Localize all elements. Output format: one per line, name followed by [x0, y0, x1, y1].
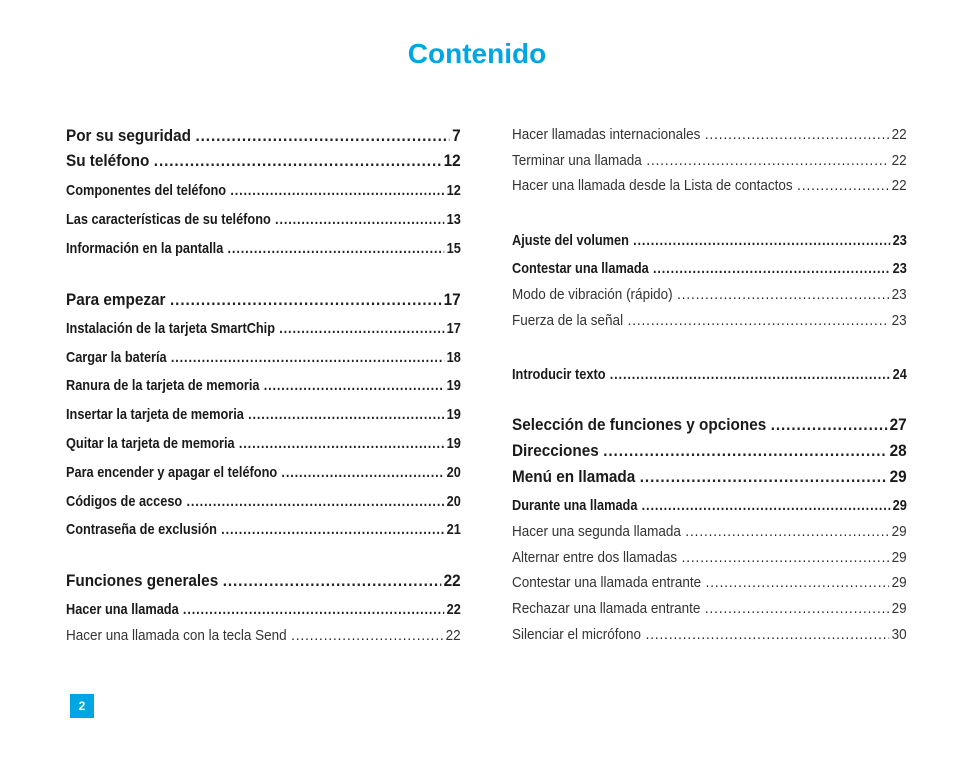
toc-leader-dots: [705, 126, 889, 143]
toc-entry-label: Las características de su teléfono: [66, 211, 271, 228]
toc-entry[interactable]: [66, 571, 461, 591]
toc-entry-label: Selección de funciones y opciones: [512, 415, 767, 434]
toc-entry-page: 22: [443, 571, 461, 590]
toc-entry-page: 17: [443, 290, 461, 309]
toc-entry-page: 18: [446, 349, 461, 366]
toc-leader-dots: [281, 464, 444, 481]
toc-entry-label: Para encender y apagar el teléfono: [66, 464, 278, 481]
toc-entry[interactable]: [512, 574, 907, 591]
toc-entry[interactable]: [66, 493, 461, 510]
toc-entry-page: 13: [446, 211, 461, 228]
toc-leader-dots: [223, 571, 441, 591]
toc-entry[interactable]: [512, 312, 907, 329]
toc-leader-dots: [603, 441, 887, 461]
toc-leader-dots: [646, 152, 889, 169]
toc-entry[interactable]: [512, 523, 907, 540]
toc-entry[interactable]: [66, 406, 461, 423]
toc-entry-label: Contraseña de exclusión: [66, 521, 217, 538]
toc-entry-label: Fuerza de la señal: [512, 312, 624, 329]
toc-entry[interactable]: [512, 497, 907, 514]
toc-entry-label: Ranura de la tarjeta de memoria: [66, 377, 260, 394]
toc-leader-dots: [186, 493, 444, 510]
toc-entry-page: 30: [891, 626, 907, 643]
toc-entry[interactable]: [512, 600, 907, 617]
toc-leader-dots: [183, 601, 444, 618]
toc-entry-label: Alternar entre dos llamadas: [512, 549, 678, 566]
toc-entry-label: Direcciones: [512, 441, 599, 460]
toc-leader-dots: [248, 406, 444, 423]
toc-leader-dots: [685, 523, 889, 540]
toc-entry[interactable]: [66, 627, 461, 644]
toc-entry-page: 29: [891, 574, 907, 591]
toc-entry-page: 22: [891, 177, 907, 194]
toc-entry[interactable]: [512, 177, 907, 194]
toc-entry-page: 27: [889, 415, 907, 434]
toc-entry-page: 19: [446, 377, 461, 394]
toc-entry-page: 7: [452, 126, 461, 145]
toc-entry-page: 20: [446, 464, 461, 481]
page-title: Contenido: [407, 38, 547, 69]
toc-leader-dots: [230, 182, 444, 199]
toc-entry-label: Cargar la batería: [66, 349, 167, 366]
toc-entry[interactable]: [512, 626, 907, 643]
toc-entry-page: 29: [892, 497, 907, 514]
toc-entry[interactable]: [66, 126, 461, 146]
toc-entry[interactable]: [66, 377, 461, 394]
toc-entry-label: Hacer llamadas internacionales: [512, 126, 701, 143]
toc-entry-page: 19: [446, 435, 461, 452]
toc-entry-label: Menú en llamada: [512, 467, 636, 486]
toc-entry-label: Hacer una llamada desde la Lista de contactos: [512, 177, 793, 194]
toc-entry[interactable]: [66, 151, 461, 171]
toc-entry[interactable]: [66, 290, 461, 310]
toc-entry-label: Códigos de acceso: [66, 493, 183, 510]
toc-entry[interactable]: [66, 211, 461, 228]
toc-entry-label: Su teléfono: [66, 151, 150, 170]
toc-entry-label: Componentes del teléfono: [66, 182, 227, 199]
toc-leader-dots: [239, 435, 444, 452]
toc-entry-page: 20: [446, 493, 461, 510]
toc-entry-page: 15: [446, 240, 461, 257]
toc-entry-page: 23: [891, 286, 907, 303]
toc-entry-label: Rechazar una llamada entrante: [512, 600, 701, 617]
toc-entry-label: Por su seguridad: [66, 126, 191, 145]
toc-leader-dots: [633, 232, 890, 249]
toc-leader-dots: [706, 574, 889, 591]
toc-leader-dots: [682, 549, 889, 566]
toc-leader-dots: [275, 211, 444, 228]
toc-entry-page: 23: [892, 260, 907, 277]
toc-entry-page: 29: [891, 523, 907, 540]
toc-entry[interactable]: [512, 415, 907, 435]
toc-entry-label: Ajuste del volumen: [512, 232, 629, 249]
toc-entry-page: 17: [446, 320, 461, 337]
toc-entry[interactable]: [512, 152, 907, 169]
toc-entry[interactable]: [66, 435, 461, 452]
toc-entry-label: Durante una llamada: [512, 497, 638, 514]
toc-leader-dots: [646, 626, 889, 643]
toc-entry-label: Hacer una segunda llamada: [512, 523, 681, 540]
toc-entry-page: 12: [443, 151, 461, 170]
toc-entry-page: 22: [446, 601, 461, 618]
toc-entry[interactable]: [512, 260, 907, 277]
toc-entry-label: Silenciar el micrófono: [512, 626, 642, 643]
toc-entry-page: 23: [891, 312, 907, 329]
toc-leader-dots: [771, 415, 887, 435]
toc-entry-page: 23: [892, 232, 907, 249]
toc-entry-label: Introducir texto: [512, 366, 606, 383]
toc-leader-dots: [221, 521, 444, 538]
toc-entry[interactable]: [512, 467, 907, 487]
toc-entry[interactable]: [66, 182, 461, 199]
toc-entry-label: Contestar una llamada: [512, 260, 649, 277]
toc-entry-label: Para empezar: [66, 290, 166, 309]
toc-entry[interactable]: [512, 232, 907, 249]
toc-entry[interactable]: [66, 521, 461, 538]
toc-leader-dots: [677, 286, 889, 303]
toc-entry-page: 22: [445, 627, 461, 644]
toc-entry-label: Modo de vibración (rápido): [512, 286, 673, 303]
toc-entry[interactable]: [66, 240, 461, 257]
toc-entry[interactable]: [512, 286, 907, 303]
toc-leader-dots: [228, 240, 445, 257]
toc-entry-page: 19: [446, 406, 461, 423]
toc-leader-dots: [640, 467, 887, 487]
toc-leader-dots: [653, 260, 890, 277]
toc-entry-label: Instalación de la tarjeta SmartChip: [66, 320, 276, 337]
toc-leader-dots: [170, 290, 441, 310]
toc-leader-dots: [628, 312, 889, 329]
toc-entry-page: 22: [891, 152, 907, 169]
toc-entry-page: 29: [891, 600, 907, 617]
toc-leader-dots: [610, 366, 890, 383]
toc-leader-dots: [705, 600, 889, 617]
toc-entry-label: Quitar la tarjeta de memoria: [66, 435, 235, 452]
toc-entry[interactable]: [66, 349, 461, 366]
toc-entry[interactable]: [66, 601, 461, 618]
toc-entry[interactable]: [66, 464, 461, 481]
toc-entry-label: Funciones generales: [66, 571, 219, 590]
toc-entry[interactable]: [512, 549, 907, 566]
toc-entry-label: Terminar una llamada: [512, 152, 642, 169]
toc-entry-label: Insertar la tarjeta de memoria: [66, 406, 244, 423]
toc-leader-dots: [195, 126, 449, 146]
toc-leader-dots: [171, 349, 444, 366]
toc-entry-label: Contestar una llamada entrante: [512, 574, 702, 591]
toc-entry-page: 29: [891, 549, 907, 566]
toc-entry-label: Información en la pantalla: [66, 240, 224, 257]
toc-entry[interactable]: [512, 366, 907, 383]
toc-leader-dots: [279, 320, 444, 337]
toc-leader-dots: [797, 177, 889, 194]
toc-entry-page: 28: [889, 441, 907, 460]
page-number-badge: 2: [70, 694, 94, 718]
toc-entry-label: Hacer una llamada con la tecla Send: [66, 627, 287, 644]
toc-entry-page: 29: [889, 467, 907, 486]
toc-entry[interactable]: [512, 441, 907, 461]
toc-entry-page: 22: [891, 126, 907, 143]
toc-entry[interactable]: [66, 320, 461, 337]
toc-leader-dots: [642, 497, 890, 514]
toc-entry[interactable]: [512, 126, 907, 143]
toc-leader-dots: [264, 377, 444, 394]
toc-entry-page: 21: [446, 521, 461, 538]
toc-leader-dots: [291, 627, 443, 644]
toc-entry-label: Hacer una llamada: [66, 601, 179, 618]
toc-entry-page: 12: [446, 182, 461, 199]
toc-leader-dots: [154, 151, 441, 171]
toc-entry-page: 24: [892, 366, 907, 383]
